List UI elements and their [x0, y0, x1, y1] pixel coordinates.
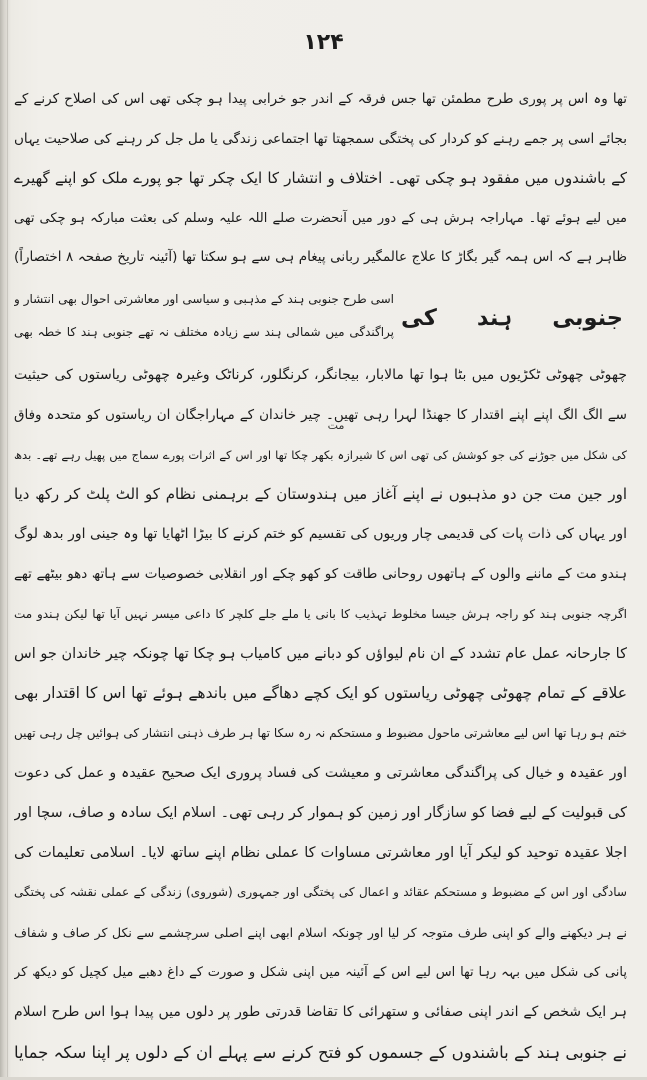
scan-edge-left [7, 0, 8, 1080]
text-line: اور یہاں کی ذات پات کی قدیمی چار وریوں کی تقسیم کو ختم کرنے کا بیڑا اٹھایا تھا وہ جینی اور بدھ لوگ [14, 526, 627, 543]
text-line: اجلا عقیدہ توحید کو لیکر آیا اور معاشرتی مساوات کا عملی نظام اپنے ساتھ لایا۔ اسلامی تعلیمات کی [14, 844, 627, 861]
text-line: پانی کی شکل میں بہہ رہا تھا اس لیے اس کے آئینہ میں اپنی شکل و صورت کے داغ دھبے میل کچیل کو دیکھ کر [14, 964, 627, 980]
text-line: سے الگ الگ اپنے اپنے اقتدار کا جھنڈا لہرا رہی تھیں۔ چیر خاندان کے مہاراجگان ان ریاستوں کو متحدہ وفاق [14, 406, 627, 423]
text-line: اور عقیدہ و خیال کی پراگندگی معاشرتی و معیشت کی فساد پروری ایک صحیح عقیدہ و عمل کی دعوت [14, 764, 627, 781]
text-line: تھا وہ اس پر پوری طرح مطمئن تھا جس فرقہ کے اندر جو خرابی پیدا ہو چکی تھی اس کی اصلاح کرنے کے [14, 91, 627, 107]
heading-side-text [14, 283, 394, 349]
handwritten-annotation: مت [327, 419, 345, 432]
text-line: ختم ہو رہا تھا اس لیے معاشرتی ماحول مضبوط و مستحکم نہ رہ سکا تھا ہر طرف ذہنی انتشار کی ہوائیں چل رہی تھیں [14, 726, 627, 741]
text-line: کی قبولیت کے لیے فضا کو سازگار اور زمین کو ہموار کر رہی تھی۔ اسلام ایک سادہ و صاف، سچا اور [14, 804, 627, 821]
text-line: ہر ایک شخص کے اندر اپنی صفائی و ستھرائی کا تقاضا قدرتی طور پر دلوں میں پیدا ہوا اس طرح اسلام [14, 1003, 627, 1020]
text-line: اور جین مت جن دو مذہبوں نے اپنے آغاز میں ہندوستان کے برہمنی نظام کو الٹ پلٹ کر رکھ دیا [14, 485, 627, 504]
text-line: پراگندگی میں شمالی ہند سے زیادہ مختلف نہ تھے جنوبی ہند کا خطہ بھی [14, 325, 394, 339]
text-line: چھوٹی چھوٹی ٹکڑیوں میں بٹا ہوا تھا مالابار، بیجانگر، کرنگلور، کرناٹک وغیرہ چھوٹی ریاستوں کی حیثیت [14, 367, 627, 383]
paragraph-top [14, 80, 627, 278]
text-line: سادگی اور اس کے مضبوط و مستحکم عقائد و اعمال کی پختگی اور جمہوری (شوروی) زندگی کے عملی نقشہ کی پختگی [14, 885, 627, 900]
text-line: ظاہر ہے کہ اس ہمہ گیر بگاڑ کا علاج عالمگیر ربانی پیغام ہی سے ہو سکتا تھا (آئینہ تاریخ صفحہ ۸ اختصاراً) [14, 249, 627, 265]
text-line: نے ہر دیکھنے والے کو اپنی طرف متوجہ کر لیا اور چونکہ اسلام ابھی اپنے اصلی سرچشمے سے نکل کر صاف و شفاف [14, 925, 627, 941]
text-line: اگرچہ جنوبی ہند کو راجہ ہرش جیسا مخلوط تہذیب کا بانی یا ملے جلے کلچر کا داعی میسر نہیں آیا تھا لیکن ہندو مت [14, 606, 627, 621]
text-line: ہندو مت کے ماننے والوں کے ہاتھوں روحانی طاقت کو کھو چکے اور انقلابی خصوصیات سے ہاتھ دھو بیٹھے تھے [14, 565, 627, 582]
section-heading: جنوبی ہند کی [401, 305, 623, 331]
text-line: کے باشندوں میں مفقود ہو چکی تھی۔ اختلاف و انتشار کا ایک چکر تھا جو پورے ملک کو اپنے گھیرے [14, 169, 627, 187]
text-line: بجائے اسی پر جمے رہنے کو کردار کی پختگی سمجھتا تھا اجتماعی زندگی یا مل جل کر رہنے کی صلاحیت یہاں [14, 130, 627, 147]
text-line: نے جنوبی ہند کے باشندوں کے جسموں کو فتح کرنے سے پہلے ان کے دلوں پر اپنا سکہ جمایا [14, 1042, 627, 1062]
text-line: میں لیے ہوئے تھا۔ مہاراجہ ہرش ہی کے دور میں آنحضرت صلے اللہ علیہ وسلم کی بعثت مبارکہ ہو چکی تھی [14, 210, 627, 226]
text-line: کی شکل میں جوڑنے کی جو کوشش کی تھی اس کا شیرازہ بکھر چکا تھا اور اس کے اثرات پورے سماج میں پھیل رہے تھے۔ بدھ [14, 447, 627, 462]
paragraph-body [14, 356, 627, 1072]
text-line: علاقے کے تمام چھوٹی چھوٹی ریاستوں کو ایک کچے دھاگے میں باندھے ہوئے تھا اس کا اقتدار بھی [14, 684, 627, 703]
text-line: کا جارحانہ عمل عام تشدد کے ان نام لیواؤں کو دبانے میں کامیاب ہو چکا تھا چونکہ چیر خاندان جو اس [14, 645, 627, 662]
page-number: ۱۲۴ [303, 30, 344, 55]
text-line: اسی طرح جنوبی ہند کے مذہبی و سیاسی اور معاشرتی احوال بھی انتشار و [14, 292, 394, 306]
